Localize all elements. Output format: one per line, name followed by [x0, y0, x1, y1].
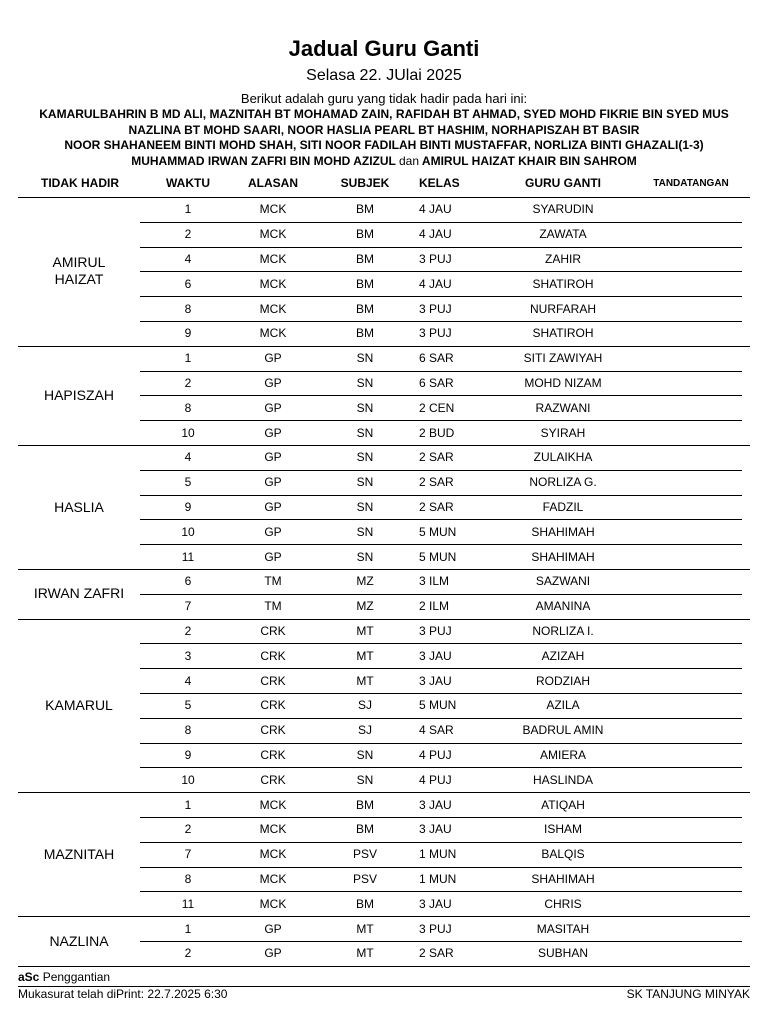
period-cell: 1: [184, 202, 192, 217]
period-cell: 4: [184, 450, 192, 465]
conjunction-text: dan: [398, 153, 420, 168]
header-subject: SUBJEK: [340, 176, 390, 190]
class-cell: 5 MUN: [419, 524, 457, 539]
substitute-cell: ZAWATA: [539, 227, 587, 242]
reason-cell: GP: [264, 425, 282, 440]
subject-cell: SN: [356, 425, 374, 440]
period-cell: 11: [181, 896, 195, 911]
subject-cell: MZ: [356, 574, 374, 589]
subject-cell: SN: [356, 549, 374, 564]
period-cell: 8: [184, 301, 192, 316]
reason-cell: CRK: [260, 723, 286, 738]
subject-cell: MT: [356, 673, 374, 688]
absentee-list: [0, 107, 768, 169]
reason-cell: CRK: [260, 673, 286, 688]
period-cell: 2: [184, 227, 192, 242]
brand-label: Penggantian: [39, 970, 111, 984]
reason-cell: GP: [264, 376, 282, 390]
class-cell: 3 JAU: [419, 648, 452, 663]
class-cell: 4 PUJ: [419, 748, 452, 762]
group-divider: [18, 619, 750, 620]
class-cell: 2 BUD: [419, 425, 455, 440]
period-cell: 10: [181, 425, 195, 440]
header-period: WAKTU: [166, 176, 210, 190]
absent-teacher-name: [18, 697, 140, 714]
reason-cell: CRK: [260, 648, 286, 663]
reason-cell: MCK: [259, 326, 287, 341]
group-divider: [18, 569, 750, 570]
reason-cell: MCK: [259, 227, 287, 242]
subject-cell: SN: [356, 351, 374, 366]
teacher-name-line: AMIRUL: [52, 254, 106, 271]
row-divider: [140, 693, 742, 694]
class-cell: 2 ILM: [419, 599, 450, 614]
reason-cell: TM: [264, 574, 282, 589]
reason-cell: MCK: [259, 301, 287, 316]
row-divider: [140, 643, 742, 644]
substitute-cell: SHATIROH: [532, 326, 594, 341]
subject-cell: SN: [356, 400, 374, 415]
substitute-cell: CHRIS: [544, 896, 582, 911]
class-cell: 4 SAR: [419, 723, 454, 738]
substitute-cell: SAZWANI: [535, 574, 591, 589]
table-top-rule: [18, 197, 750, 198]
subject-cell: BM: [356, 227, 374, 242]
class-cell: 4 JAU: [419, 227, 452, 242]
period-cell: 5: [184, 475, 192, 490]
row-divider: [140, 321, 742, 322]
period-cell: 1: [184, 921, 192, 936]
class-cell: 1 MUN: [419, 847, 457, 862]
subject-cell: BM: [356, 202, 374, 217]
subject-cell: PSV: [352, 872, 378, 886]
subject-cell: BM: [356, 896, 374, 911]
row-divider: [140, 470, 742, 471]
row-divider: [140, 544, 742, 545]
row-divider: [140, 222, 742, 223]
row-divider: [140, 594, 742, 595]
period-cell: 4: [184, 252, 192, 266]
substitute-cell: SYIRAH: [540, 425, 586, 440]
row-divider: [140, 271, 742, 272]
reason-cell: MCK: [259, 822, 287, 837]
class-cell: 3 PUJ: [419, 624, 452, 638]
teacher-name-line: HASLIA: [54, 498, 104, 515]
teacher-name-line: MAZNITAH: [43, 845, 115, 862]
absent-teacher-name: [18, 254, 140, 288]
class-cell: 3 JAU: [419, 896, 452, 911]
absentee-line: NAZLINA BT MOHD SAARI, NOOR HASLIA PEARL BT HASHIM, NORHAPISZAH BT BASIR: [128, 122, 640, 137]
row-divider: [140, 296, 742, 297]
brand-mark: aSc: [18, 970, 40, 984]
substitute-cell: RAZWANI: [535, 400, 591, 415]
period-cell: 1: [184, 351, 192, 366]
group-divider: [18, 966, 750, 967]
substitute-cell: NURFARAH: [529, 301, 597, 316]
reason-cell: MCK: [259, 872, 287, 886]
period-cell: 2: [184, 946, 192, 961]
subject-cell: MT: [356, 648, 374, 663]
teacher-name-line: KAMARUL: [45, 696, 113, 713]
subject-cell: BM: [356, 301, 374, 316]
row-divider: [140, 817, 742, 818]
period-cell: 9: [184, 748, 192, 762]
subject-cell: MT: [356, 624, 374, 638]
reason-cell: MCK: [259, 847, 287, 862]
class-cell: 6 SAR: [419, 351, 454, 366]
absentee-name: MUHAMMAD IRWAN ZAFRI BIN MOHD AZIZUL: [131, 153, 396, 168]
class-cell: 2 SAR: [419, 946, 454, 961]
class-cell: 1 MUN: [419, 872, 457, 886]
substitute-cell: SHATIROH: [532, 276, 594, 291]
document-date: Selasa 22. JUlai 2025: [306, 67, 462, 84]
period-cell: 2: [184, 822, 192, 837]
substitute-cell: MASITAH: [536, 921, 590, 936]
period-cell: 9: [184, 500, 192, 514]
absent-teacher-name: [18, 387, 140, 404]
reason-cell: MCK: [259, 252, 287, 266]
subject-cell: MT: [356, 946, 374, 961]
row-divider: [140, 495, 742, 496]
period-cell: 9: [184, 326, 192, 341]
substitute-cell: SUBHAN: [537, 946, 589, 961]
period-cell: 6: [184, 276, 192, 291]
class-cell: 3 JAU: [419, 673, 452, 688]
teacher-name-line: NAZLINA: [49, 932, 109, 949]
period-cell: 6: [184, 574, 192, 589]
substitute-cell: ISHAM: [543, 822, 583, 837]
reason-cell: CRK: [260, 624, 286, 638]
substitute-cell: ZULAIKHA: [533, 450, 593, 465]
substitute-cell: NORLIZA G.: [529, 475, 597, 490]
period-cell: 5: [184, 698, 192, 713]
class-cell: 3 JAU: [419, 797, 452, 812]
footer-print-time: Mukasurat telah diPrint: 22.7.2025 6:30: [18, 987, 228, 1001]
teacher-name-line: HAPISZAH: [43, 386, 114, 403]
class-cell: 4 PUJ: [419, 772, 452, 787]
absent-teacher-name: [18, 499, 140, 516]
class-cell: 4 JAU: [419, 202, 452, 217]
subject-cell: SJ: [357, 698, 373, 713]
reason-cell: CRK: [260, 748, 286, 762]
period-cell: 8: [184, 872, 192, 886]
class-cell: 3 PUJ: [419, 326, 452, 341]
substitute-cell: MOHD NIZAM: [524, 376, 602, 390]
reason-cell: GP: [264, 921, 282, 936]
absent-teacher-name: [18, 585, 140, 602]
subject-cell: BM: [356, 276, 374, 291]
absent-teacher-name: [18, 933, 140, 950]
class-cell: 2 SAR: [419, 450, 454, 465]
reason-cell: MCK: [259, 896, 287, 911]
period-cell: 1: [184, 797, 192, 812]
reason-cell: MCK: [259, 202, 287, 217]
footer-school: SK TANJUNG MINYAK: [626, 987, 750, 1001]
period-cell: 7: [184, 599, 192, 614]
row-divider: [140, 743, 742, 744]
substitute-cell: SHAHIMAH: [531, 549, 595, 564]
substitute-cell: BADRUL AMIN: [522, 723, 604, 738]
row-divider: [140, 842, 742, 843]
group-divider: [18, 445, 750, 446]
substitute-cell: ATIQAH: [541, 797, 585, 812]
period-cell: 8: [184, 723, 192, 738]
group-divider: [18, 916, 750, 917]
reason-cell: GP: [264, 524, 282, 539]
absent-teacher-name: [18, 846, 140, 863]
substitute-cell: ZAHIR: [545, 252, 581, 266]
header-substitute: GURU GANTI: [525, 176, 601, 190]
class-cell: 2 CEN: [419, 400, 455, 415]
row-divider: [140, 420, 742, 421]
subject-cell: MT: [356, 921, 374, 936]
class-cell: 2 SAR: [419, 475, 454, 490]
period-cell: 2: [184, 624, 192, 638]
class-cell: 4 JAU: [419, 276, 452, 291]
reason-cell: CRK: [260, 698, 286, 713]
group-divider: [18, 792, 750, 793]
period-cell: 3: [184, 648, 192, 663]
reason-cell: GP: [264, 475, 282, 490]
footer-brand: [18, 970, 110, 984]
substitute-cell: AZILA: [546, 698, 580, 713]
period-cell: 10: [181, 772, 195, 787]
substitute-cell: FADZIL: [542, 500, 584, 514]
reason-cell: TM: [264, 599, 282, 614]
absentee-line: NOOR SHAHANEEM BINTI MOHD SHAH, SITI NOOR FADILAH BINTI MUSTAFFAR, NORLIZA BINTI GHAZALI(1-3): [64, 138, 704, 152]
substitute-cell: AMANINA: [535, 599, 591, 614]
period-cell: 2: [184, 376, 192, 390]
class-cell: 3 PUJ: [419, 252, 452, 266]
header-absent: TIDAK HADIR: [41, 176, 119, 190]
period-cell: 7: [184, 847, 192, 862]
reason-cell: GP: [264, 500, 282, 514]
substitute-cell: NORLIZA I.: [532, 624, 594, 638]
intro-text: Berikut adalah guru yang tidak hadir pada hari ini:: [240, 91, 528, 106]
reason-cell: CRK: [260, 772, 286, 787]
subject-cell: SN: [356, 748, 374, 762]
subject-cell: SJ: [357, 723, 373, 738]
row-divider: [140, 247, 742, 248]
class-cell: 3 PUJ: [419, 921, 452, 936]
class-cell: 5 MUN: [419, 549, 457, 564]
group-divider: [18, 346, 750, 347]
reason-cell: GP: [264, 351, 282, 366]
reason-cell: GP: [264, 400, 282, 415]
substitute-cell: SHAHIMAH: [531, 524, 595, 539]
row-divider: [140, 867, 742, 868]
row-divider: [140, 519, 742, 520]
period-cell: 11: [181, 549, 195, 564]
absentee-name: AMIRUL HAIZAT KHAIR BIN SAHROM: [421, 153, 637, 168]
class-cell: 5 MUN: [419, 698, 457, 713]
subject-cell: BM: [356, 326, 374, 341]
subject-cell: SN: [356, 450, 374, 465]
row-divider: [140, 668, 742, 669]
period-cell: 8: [184, 400, 192, 415]
row-divider: [140, 395, 742, 396]
document-title: Jadual Guru Ganti: [288, 36, 480, 61]
substitute-cell: BALQIS: [541, 847, 585, 862]
header-class: KELAS: [419, 176, 460, 190]
class-cell: 3 PUJ: [419, 301, 452, 316]
substitute-cell: SITI ZAWIYAH: [523, 351, 603, 366]
teacher-name-line: IRWAN ZAFRI: [33, 585, 125, 602]
class-cell: 3 JAU: [419, 822, 452, 837]
substitute-cell: AZIZAH: [541, 648, 585, 663]
subject-cell: SN: [356, 500, 374, 514]
subject-cell: BM: [356, 252, 374, 266]
row-divider: [140, 891, 742, 892]
header-signature: TANDATANGAN: [653, 178, 729, 189]
subject-cell: MZ: [356, 599, 374, 614]
subject-cell: BM: [356, 822, 374, 837]
class-cell: 3 ILM: [419, 574, 450, 589]
substitute-cell: SYARUDIN: [532, 202, 594, 217]
subject-cell: PSV: [352, 847, 378, 862]
header-reason: ALASAN: [248, 176, 298, 190]
reason-cell: GP: [264, 450, 282, 465]
period-cell: 4: [184, 673, 192, 688]
absentee-line: KAMARULBAHRIN B MD ALI, MAZNITAH BT MOHAMAD ZAIN, RAFIDAH BT AHMAD, SYED MOHD FIKRIE BIN SYED MUS: [39, 107, 729, 121]
absentee-line: [0, 154, 768, 170]
row-divider: [140, 941, 742, 942]
subject-cell: SN: [356, 376, 374, 390]
teacher-name-line: HAIZAT: [54, 271, 104, 288]
substitute-cell: SHAHIMAH: [531, 872, 595, 886]
row-divider: [140, 767, 742, 768]
subject-cell: SN: [356, 772, 374, 787]
class-cell: 6 SAR: [419, 376, 454, 390]
reason-cell: MCK: [259, 276, 287, 291]
row-divider: [140, 371, 742, 372]
period-cell: 10: [181, 524, 195, 539]
substitute-cell: AMIERA: [539, 748, 587, 762]
substitute-cell: RODZIAH: [536, 673, 590, 688]
row-divider: [140, 718, 742, 719]
class-cell: 2 SAR: [419, 500, 454, 514]
subject-cell: BM: [356, 797, 374, 812]
reason-cell: MCK: [259, 797, 287, 812]
subject-cell: SN: [356, 524, 374, 539]
reason-cell: GP: [264, 549, 282, 564]
subject-cell: SN: [356, 475, 374, 490]
substitute-cell: HASLINDA: [532, 772, 594, 787]
reason-cell: GP: [264, 946, 282, 961]
